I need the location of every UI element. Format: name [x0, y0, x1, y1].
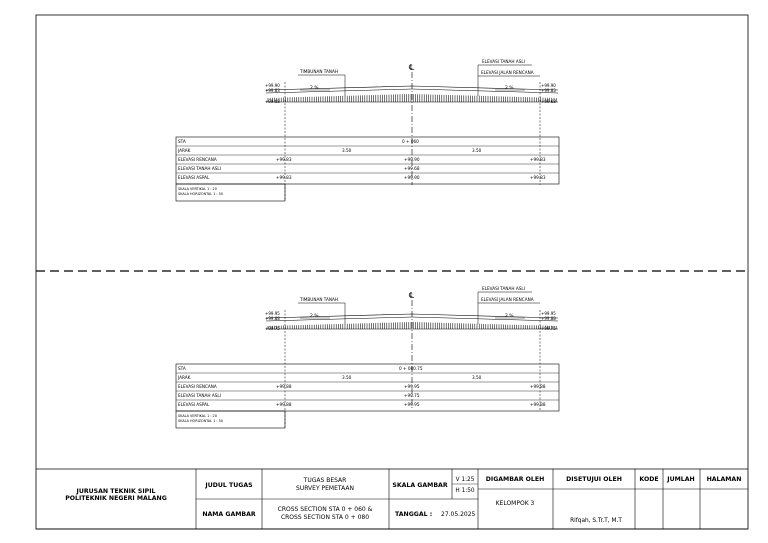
judul-line-1: TUGAS BESAR	[303, 477, 347, 484]
elev-left-1: +99.90	[265, 83, 280, 88]
value-aspal-right: +99.88	[530, 402, 546, 407]
row-aspal: ELEVASI ASPAL	[178, 402, 210, 407]
elev-right-3: +99.68	[541, 99, 556, 104]
label-elev-asli: ELEVASI TANAH ASLI	[482, 286, 525, 291]
value-sta: 0 + 080.75	[399, 366, 423, 371]
value-tanah-asli: +99.68	[404, 166, 420, 171]
value-tanah-asli: +99.75	[404, 393, 420, 398]
elev-left-3: +99.75	[265, 326, 280, 331]
value-aspal-left: +99.83	[276, 175, 292, 180]
nama-line-2: CROSS SECTION STA 0 + 080	[280, 514, 370, 521]
centerline-symbol: ℄	[409, 291, 415, 300]
elev-left-2: +99.83	[265, 88, 280, 93]
elev-right-3: +99.75	[541, 326, 556, 331]
nama-label: NAMA GAMBAR	[202, 511, 256, 518]
label-elev-rencana: ELEVASI JALAN RENCANA	[481, 297, 534, 302]
jumlah-label: JUMLAH	[667, 476, 695, 483]
slope-left: 2 %	[310, 86, 319, 91]
elev-right-2: +99.88	[541, 316, 556, 321]
value-sta: 0 + 060	[402, 139, 419, 144]
skala-label: SKALA GAMBAR	[392, 482, 448, 489]
scale-vertical: SKALA VERTIKAL 1 : 20	[178, 414, 217, 418]
judul-line-2: SURVEY PEMETAAN	[296, 485, 354, 492]
scale-horizontal: SKALA HORIZONTAL 1 : 50	[178, 419, 223, 423]
row-tanah-asli: ELEVASI TANAH ASLI	[178, 393, 221, 398]
label-elev-rencana: ELEVASI JALAN RENCANA	[481, 70, 534, 75]
row-jarak: JARAK	[178, 375, 191, 380]
leader-timbunan	[298, 75, 345, 96]
label-timbunan: TIMBUNAN TANAH	[300, 297, 339, 302]
label-elev-asli: ELEVASI TANAH ASLI	[482, 59, 525, 64]
elev-right-2: +99.83	[541, 88, 556, 93]
row-sta: STA	[178, 139, 186, 144]
slope-right: 2 %	[505, 314, 514, 319]
elev-left-1: +99.95	[265, 311, 280, 316]
row-tanah-asli: ELEVASI TANAH ASLI	[178, 166, 221, 171]
section-data-table	[176, 364, 559, 428]
cross-section-bottom	[176, 286, 559, 428]
institution-line-2: POLITEKNIK NEGERI MALANG	[65, 495, 167, 502]
kode-label: KODE	[639, 476, 659, 483]
value-aspal-center: +99.90	[404, 175, 420, 180]
skala-horizontal: H 1:50	[455, 488, 475, 494]
scale-horizontal: SKALA HORIZONTAL 1 : 50	[178, 192, 223, 196]
institution-line-1: JURUSAN TEKNIK SIPIL	[76, 488, 156, 495]
value-rencana-right: +99.83	[530, 157, 546, 162]
value-aspal-left: +99.88	[276, 402, 292, 407]
elev-right-1: +99.95	[541, 311, 556, 316]
value-rencana-left: +99.88	[276, 384, 292, 389]
scale-vertical: SKALA VERTIKAL 1 : 20	[178, 187, 217, 191]
row-aspal: ELEVASI ASPAL	[178, 175, 210, 180]
elev-right-1: +99.90	[541, 83, 556, 88]
cross-section-top	[176, 59, 559, 201]
elev-left-3: +99.68	[265, 99, 280, 104]
sheet-frame	[36, 15, 748, 529]
row-jarak: JARAK	[178, 148, 191, 153]
value-rencana-center: +99.90	[404, 157, 420, 162]
nama-line-1: CROSS SECTION STA 0 + 060 &	[277, 506, 373, 513]
value-aspal-right: +99.83	[530, 175, 546, 180]
tanggal-label: TANGGAL :	[395, 511, 433, 518]
value-jarak-right: 3.50	[472, 375, 482, 380]
section-data-table	[176, 137, 559, 201]
row-rencana: ELEVASI RENCANA	[178, 384, 217, 389]
centerline-symbol: ℄	[409, 63, 415, 72]
value-aspal-center: +99.95	[404, 402, 420, 407]
title-block	[36, 469, 748, 529]
row-rencana: ELEVASI RENCANA	[178, 157, 217, 162]
value-jarak-left: 3.50	[342, 375, 352, 380]
digambar-value: KELOMPOK 3	[495, 500, 535, 507]
disetujui-value: Rifqah, S.Tr.T, M.T	[570, 518, 622, 524]
slope-left: 2 %	[310, 314, 319, 319]
value-rencana-center: +99.95	[404, 384, 420, 389]
slope-right: 2 %	[505, 86, 514, 91]
value-jarak-right: 3.50	[472, 148, 482, 153]
label-timbunan: TIMBUNAN TANAH	[300, 69, 339, 74]
row-sta: STA	[178, 366, 186, 371]
halaman-label: HALAMAN	[706, 476, 742, 483]
value-jarak-left: 3.50	[342, 148, 352, 153]
disetujui-label: DISETUJUI OLEH	[566, 476, 622, 483]
digambar-label: DIGAMBAR OLEH	[485, 476, 545, 483]
elev-left-2: +99.88	[265, 316, 280, 321]
leader-timbunan	[298, 303, 345, 324]
value-rencana-left: +99.83	[276, 157, 292, 162]
skala-vertical: V 1:25	[455, 477, 475, 483]
judul-label: JUDUL TUGAS	[205, 482, 253, 489]
value-rencana-right: +99.88	[530, 384, 546, 389]
tanggal-value: 27.05.2025	[441, 511, 476, 518]
